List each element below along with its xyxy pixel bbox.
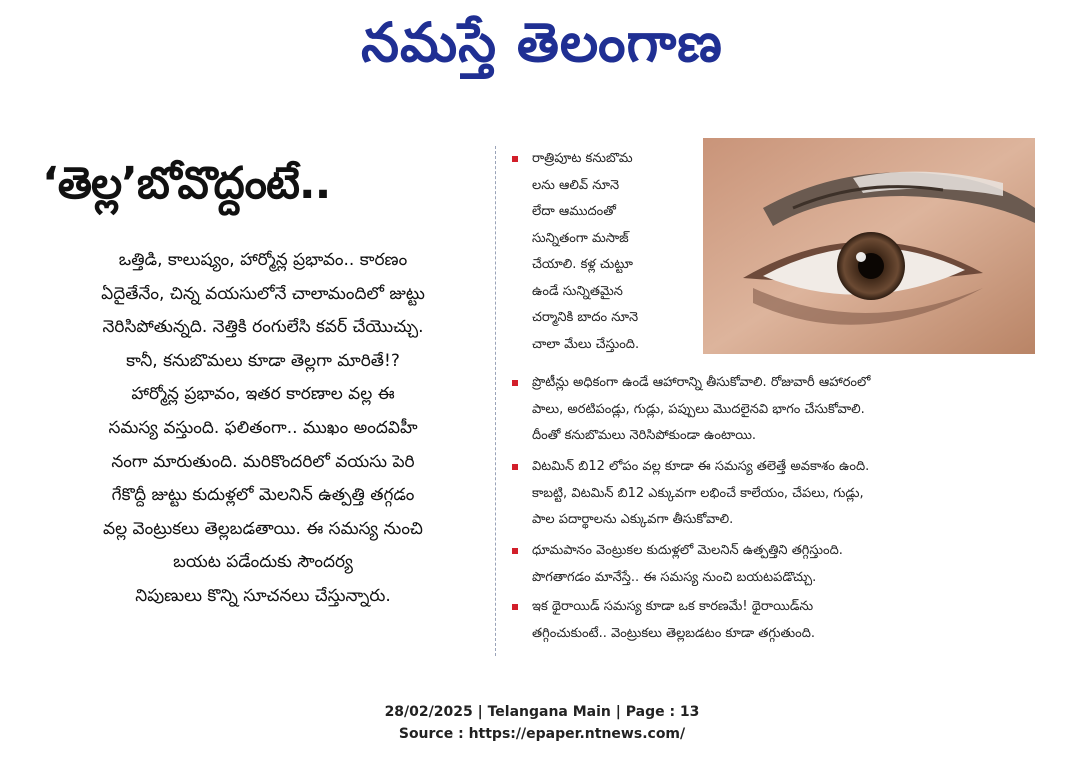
eye-photo	[703, 138, 1035, 354]
bullet-square-icon	[512, 604, 518, 610]
intro-line: బయట పడేందుకు సౌందర్య	[173, 552, 353, 573]
bullet-square-icon	[512, 548, 518, 554]
tip-line: లను ఆలివ్‌ నూనె	[532, 177, 620, 193]
tip-line: పాల పదార్థాలను ఎక్కువగా తీసుకోవాలి.	[532, 512, 734, 527]
intro-line: ఒత్తిడి, కాలుష్యం, హార్మోన్ల ప్రభావం.. కారణం	[118, 250, 408, 270]
footer-edition-info: 28/02/2025 | Telangana Main | Page : 13	[384, 704, 700, 720]
intro-line: నిపుణులు కొన్ని సూచనలు చేస్తున్నారు.	[135, 585, 391, 606]
bullet-square-icon	[512, 156, 518, 162]
tip-line: పొగతాగడం మానేస్తే.. ఈ సమస్య నుంచి బయటపడొచ్చు.	[532, 569, 817, 585]
intro-line: హార్మోన్ల ప్రభావం, ఇతర కారణాల వల్ల ఈ	[131, 384, 395, 405]
tip-line: ఇక థైరాయిడ్‌ సమస్య కూడా ఒక కారణమే! థైరాయిడ్‌ను	[532, 599, 814, 614]
tip-line: తగ్గించుకుంటే.. వెంట్రుకలు తెల్లబడటం కూడా తగ్గుతుంది.	[532, 625, 815, 641]
tip-line: విటమిన్‌ బి12 లోపం వల్ల కూడా ఈ సమస్య తలెత్తే అవకాశం ఉంది.	[532, 459, 870, 474]
footer-source-link[interactable]: Source : https://epaper.ntnews.com/	[398, 726, 686, 742]
intro-line: నెరిసిపోతున్నది. నెత్తికి రంగులేసి కవర్‌ చేయొచ్చు.	[102, 317, 424, 338]
masthead-logo: నమస్తే తెలంగాణ	[361, 10, 723, 74]
tip-item	[510, 146, 695, 358]
tip-line: రాత్రిపూట కనుబొమ	[532, 151, 633, 166]
tip-line: ధూమపానం వెంట్రుకల కుదుళ్లలో మెలనిన్‌ ఉత్పత్తిని తగ్గిస్తుంది.	[532, 543, 843, 558]
tip-line: చర్మానికి బాదం నూనె	[532, 310, 639, 325]
tip-line: ఉండే సున్నితమైన	[532, 283, 623, 299]
bullet-square-icon	[512, 464, 518, 470]
tip-line: చాలా మేలు చేస్తుంది.	[532, 336, 640, 352]
intro-line: వల్ల వెంట్రుకలు తెల్లబడతాయి. ఈ సమస్య నుంచి	[103, 518, 423, 539]
intro-line: కానీ, కనుబొమలు కూడా తెల్లగా మారితే!?	[126, 350, 400, 371]
tip-line: ప్రొటీన్లు అధికంగా ఉండే ఆహారాన్ని తీసుకోవాలి. రోజువారీ ఆహారంలో	[532, 375, 871, 390]
bullet-square-icon	[512, 380, 518, 386]
tip-item	[510, 370, 1030, 450]
intro-line: నంగా మారుతుంది. మరికొందరిలో వయసు పెరి	[111, 451, 415, 472]
intro-line: గేకొద్దీ జుట్టు కుదుళ్లలో మెలనిన్‌ ఉత్పత్తి తగ్గడం	[111, 485, 415, 506]
intro-line: సమస్య వస్తుంది. ఫలితంగా.. ముఖం అందవిహీ	[108, 417, 418, 438]
tip-line: దీంతో కనుబొమలు నెరిసిపోకుండా ఉంటాయి.	[532, 428, 757, 443]
tip-line: చేయాలి. కళ్ల చుట్టూ	[532, 257, 633, 272]
article-intro	[56, 244, 470, 614]
tip-line: కాబట్టి, విటమిన్‌ బి12 ఎక్కువగా లభించే కాలేయం, చేపలు, గుడ్లు,	[532, 485, 864, 501]
tip-item	[510, 454, 1030, 534]
article-headline: ‘తెల్ల’బోవొద్దంటే..	[42, 158, 331, 209]
tip-line: లేదా ఆముదంతో	[532, 204, 616, 219]
tip-item	[510, 594, 1030, 647]
tip-line: సున్నితంగా మసాజ్‌	[532, 230, 629, 246]
column-divider	[495, 146, 496, 656]
tip-item	[510, 538, 1030, 591]
tip-line: పాలు, అరటిపండ్లు, గుడ్లు, పప్పులు మొదలైనవి భాగం చేసుకోవాలి.	[532, 401, 865, 417]
intro-line: ఏదైతేనేం, చిన్న వయసులోనే చాలామందిలో జుట్టు	[101, 283, 425, 304]
